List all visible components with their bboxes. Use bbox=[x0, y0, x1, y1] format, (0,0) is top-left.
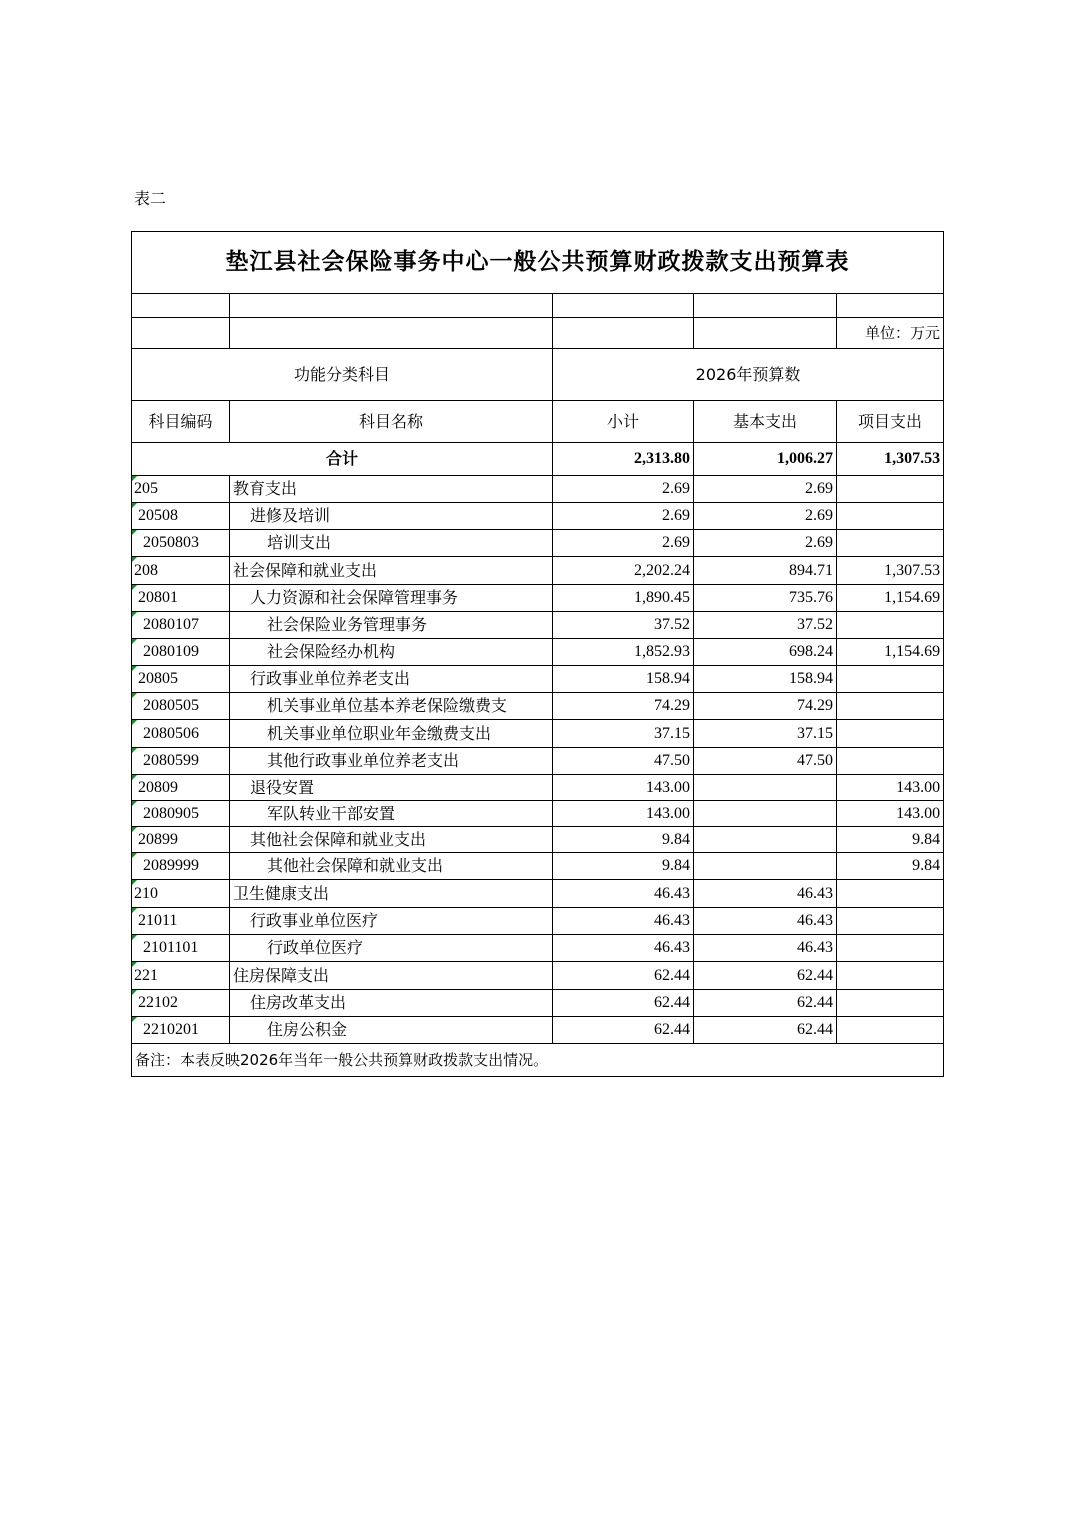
note-row bbox=[132, 1044, 944, 1077]
row-subtotal: 74.29 bbox=[553, 693, 694, 720]
table-row bbox=[132, 639, 944, 666]
row-basic: 46.43 bbox=[694, 935, 837, 962]
row-project: 143.00 bbox=[837, 801, 944, 827]
table-row bbox=[132, 585, 944, 612]
total-project: 1,307.53 bbox=[837, 443, 944, 476]
row-basic: 74.29 bbox=[694, 693, 837, 720]
row-subtotal: 46.43 bbox=[553, 935, 694, 962]
header-budget-year: 2026年预算数 bbox=[553, 349, 944, 401]
header-subtotal: 小计 bbox=[553, 401, 694, 443]
row-code: 2080599 bbox=[132, 748, 230, 775]
row-project: 143.00 bbox=[837, 775, 944, 801]
row-subtotal: 62.44 bbox=[553, 1017, 694, 1044]
table-row bbox=[132, 801, 944, 827]
table-title: 垫江县社会保险事务中心一般公共预算财政拨款支出预算表 bbox=[132, 232, 944, 294]
row-code: 21011 bbox=[132, 908, 230, 935]
row-project: 1,307.53 bbox=[837, 557, 944, 585]
row-project bbox=[837, 530, 944, 557]
table-row bbox=[132, 990, 944, 1017]
header-row-1 bbox=[132, 349, 944, 401]
row-code: 20508 bbox=[132, 503, 230, 530]
row-subtotal: 62.44 bbox=[553, 962, 694, 990]
table-row bbox=[132, 530, 944, 557]
row-code: 20805 bbox=[132, 666, 230, 693]
table-row bbox=[132, 666, 944, 693]
row-basic bbox=[694, 775, 837, 801]
row-project: 1,154.69 bbox=[837, 585, 944, 612]
row-code: 2210201 bbox=[132, 1017, 230, 1044]
total-row bbox=[132, 443, 944, 476]
row-code: 2080505 bbox=[132, 693, 230, 720]
row-subtotal: 9.84 bbox=[553, 853, 694, 880]
table-row bbox=[132, 908, 944, 935]
table-row bbox=[132, 853, 944, 880]
table-row bbox=[132, 962, 944, 990]
row-basic: 62.44 bbox=[694, 962, 837, 990]
table-row bbox=[132, 748, 944, 775]
table-row bbox=[132, 1017, 944, 1044]
row-project bbox=[837, 880, 944, 908]
row-basic: 698.24 bbox=[694, 639, 837, 666]
row-name: 其他社会保障和就业支出 bbox=[230, 853, 553, 880]
row-code: 20801 bbox=[132, 585, 230, 612]
row-basic bbox=[694, 801, 837, 827]
row-project bbox=[837, 962, 944, 990]
unit-label: 单位：万元 bbox=[837, 318, 944, 349]
row-basic: 2.69 bbox=[694, 530, 837, 557]
row-name: 其他行政事业单位养老支出 bbox=[230, 748, 553, 775]
header-name: 科目名称 bbox=[230, 401, 553, 443]
row-code: 2080905 bbox=[132, 801, 230, 827]
row-basic: 47.50 bbox=[694, 748, 837, 775]
row-subtotal: 143.00 bbox=[553, 801, 694, 827]
row-code: 221 bbox=[132, 962, 230, 990]
row-name: 卫生健康支出 bbox=[230, 880, 553, 908]
row-name: 社会保障和就业支出 bbox=[230, 557, 553, 585]
row-project bbox=[837, 612, 944, 639]
row-name: 其他社会保障和就业支出 bbox=[230, 827, 553, 853]
row-subtotal: 158.94 bbox=[553, 666, 694, 693]
row-subtotal: 1,852.93 bbox=[553, 639, 694, 666]
row-code: 208 bbox=[132, 557, 230, 585]
row-name: 行政单位医疗 bbox=[230, 935, 553, 962]
row-subtotal: 47.50 bbox=[553, 748, 694, 775]
row-basic bbox=[694, 827, 837, 853]
row-name: 教育支出 bbox=[230, 476, 553, 503]
row-name: 住房公积金 bbox=[230, 1017, 553, 1044]
table-row bbox=[132, 935, 944, 962]
table-row bbox=[132, 720, 944, 748]
row-name: 机关事业单位职业年金缴费支出 bbox=[230, 720, 553, 748]
row-code: 205 bbox=[132, 476, 230, 503]
row-subtotal: 1,890.45 bbox=[553, 585, 694, 612]
table-body bbox=[132, 232, 944, 1077]
total-basic: 1,006.27 bbox=[694, 443, 837, 476]
table-row bbox=[132, 775, 944, 801]
row-name: 退役安置 bbox=[230, 775, 553, 801]
table-row bbox=[132, 880, 944, 908]
table-row bbox=[132, 693, 944, 720]
row-subtotal: 2,202.24 bbox=[553, 557, 694, 585]
row-project bbox=[837, 720, 944, 748]
row-code: 210 bbox=[132, 880, 230, 908]
row-name: 培训支出 bbox=[230, 530, 553, 557]
row-project bbox=[837, 990, 944, 1017]
row-project bbox=[837, 748, 944, 775]
row-project bbox=[837, 693, 944, 720]
total-label: 合计 bbox=[132, 443, 553, 476]
header-code: 科目编码 bbox=[132, 401, 230, 443]
header-function-class: 功能分类科目 bbox=[132, 349, 553, 401]
row-code: 2101101 bbox=[132, 935, 230, 962]
table-row bbox=[132, 827, 944, 853]
row-project: 9.84 bbox=[837, 827, 944, 853]
row-project bbox=[837, 908, 944, 935]
row-subtotal: 46.43 bbox=[553, 908, 694, 935]
row-code: 2080109 bbox=[132, 639, 230, 666]
row-basic: 46.43 bbox=[694, 908, 837, 935]
row-project: 1,154.69 bbox=[837, 639, 944, 666]
table-row bbox=[132, 503, 944, 530]
header-basic: 基本支出 bbox=[694, 401, 837, 443]
row-basic: 735.76 bbox=[694, 585, 837, 612]
header-project: 项目支出 bbox=[837, 401, 944, 443]
row-basic: 46.43 bbox=[694, 880, 837, 908]
row-basic: 37.15 bbox=[694, 720, 837, 748]
row-code: 2050803 bbox=[132, 530, 230, 557]
header-row-2 bbox=[132, 401, 944, 443]
row-name: 行政事业单位养老支出 bbox=[230, 666, 553, 693]
row-code: 2080107 bbox=[132, 612, 230, 639]
row-basic: 2.69 bbox=[694, 476, 837, 503]
row-subtotal: 46.43 bbox=[553, 880, 694, 908]
row-subtotal: 9.84 bbox=[553, 827, 694, 853]
budget-table bbox=[131, 231, 944, 1077]
spacer-row bbox=[132, 294, 944, 318]
row-subtotal: 37.52 bbox=[553, 612, 694, 639]
row-project bbox=[837, 1017, 944, 1044]
row-name: 住房保障支出 bbox=[230, 962, 553, 990]
row-subtotal: 2.69 bbox=[553, 503, 694, 530]
row-basic: 62.44 bbox=[694, 990, 837, 1017]
row-project bbox=[837, 476, 944, 503]
row-code: 20809 bbox=[132, 775, 230, 801]
row-project: 9.84 bbox=[837, 853, 944, 880]
row-name: 人力资源和社会保障管理事务 bbox=[230, 585, 553, 612]
unit-row bbox=[132, 318, 944, 349]
row-code: 2089999 bbox=[132, 853, 230, 880]
row-subtotal: 37.15 bbox=[553, 720, 694, 748]
row-project bbox=[837, 666, 944, 693]
row-code: 20899 bbox=[132, 827, 230, 853]
row-subtotal: 62.44 bbox=[553, 990, 694, 1017]
total-subtotal: 2,313.80 bbox=[553, 443, 694, 476]
row-name: 行政事业单位医疗 bbox=[230, 908, 553, 935]
row-name: 军队转业干部安置 bbox=[230, 801, 553, 827]
table-row bbox=[132, 612, 944, 639]
row-basic: 158.94 bbox=[694, 666, 837, 693]
row-name: 社会保险经办机构 bbox=[230, 639, 553, 666]
row-basic: 894.71 bbox=[694, 557, 837, 585]
table-row bbox=[132, 476, 944, 503]
row-name: 社会保险业务管理事务 bbox=[230, 612, 553, 639]
row-name: 进修及培训 bbox=[230, 503, 553, 530]
row-subtotal: 2.69 bbox=[553, 530, 694, 557]
table-note: 备注：本表反映2026年当年一般公共预算财政拨款支出情况。 bbox=[132, 1044, 944, 1077]
row-basic: 37.52 bbox=[694, 612, 837, 639]
row-project bbox=[837, 503, 944, 530]
row-name: 机关事业单位基本养老保险缴费支 bbox=[230, 693, 553, 720]
row-code: 22102 bbox=[132, 990, 230, 1017]
row-subtotal: 143.00 bbox=[553, 775, 694, 801]
row-basic: 2.69 bbox=[694, 503, 837, 530]
row-name: 住房改革支出 bbox=[230, 990, 553, 1017]
row-code: 2080506 bbox=[132, 720, 230, 748]
row-subtotal: 2.69 bbox=[553, 476, 694, 503]
table-row bbox=[132, 557, 944, 585]
row-basic: 62.44 bbox=[694, 1017, 837, 1044]
row-project bbox=[837, 935, 944, 962]
sheet-label: 表二 bbox=[134, 189, 167, 208]
row-basic bbox=[694, 853, 837, 880]
